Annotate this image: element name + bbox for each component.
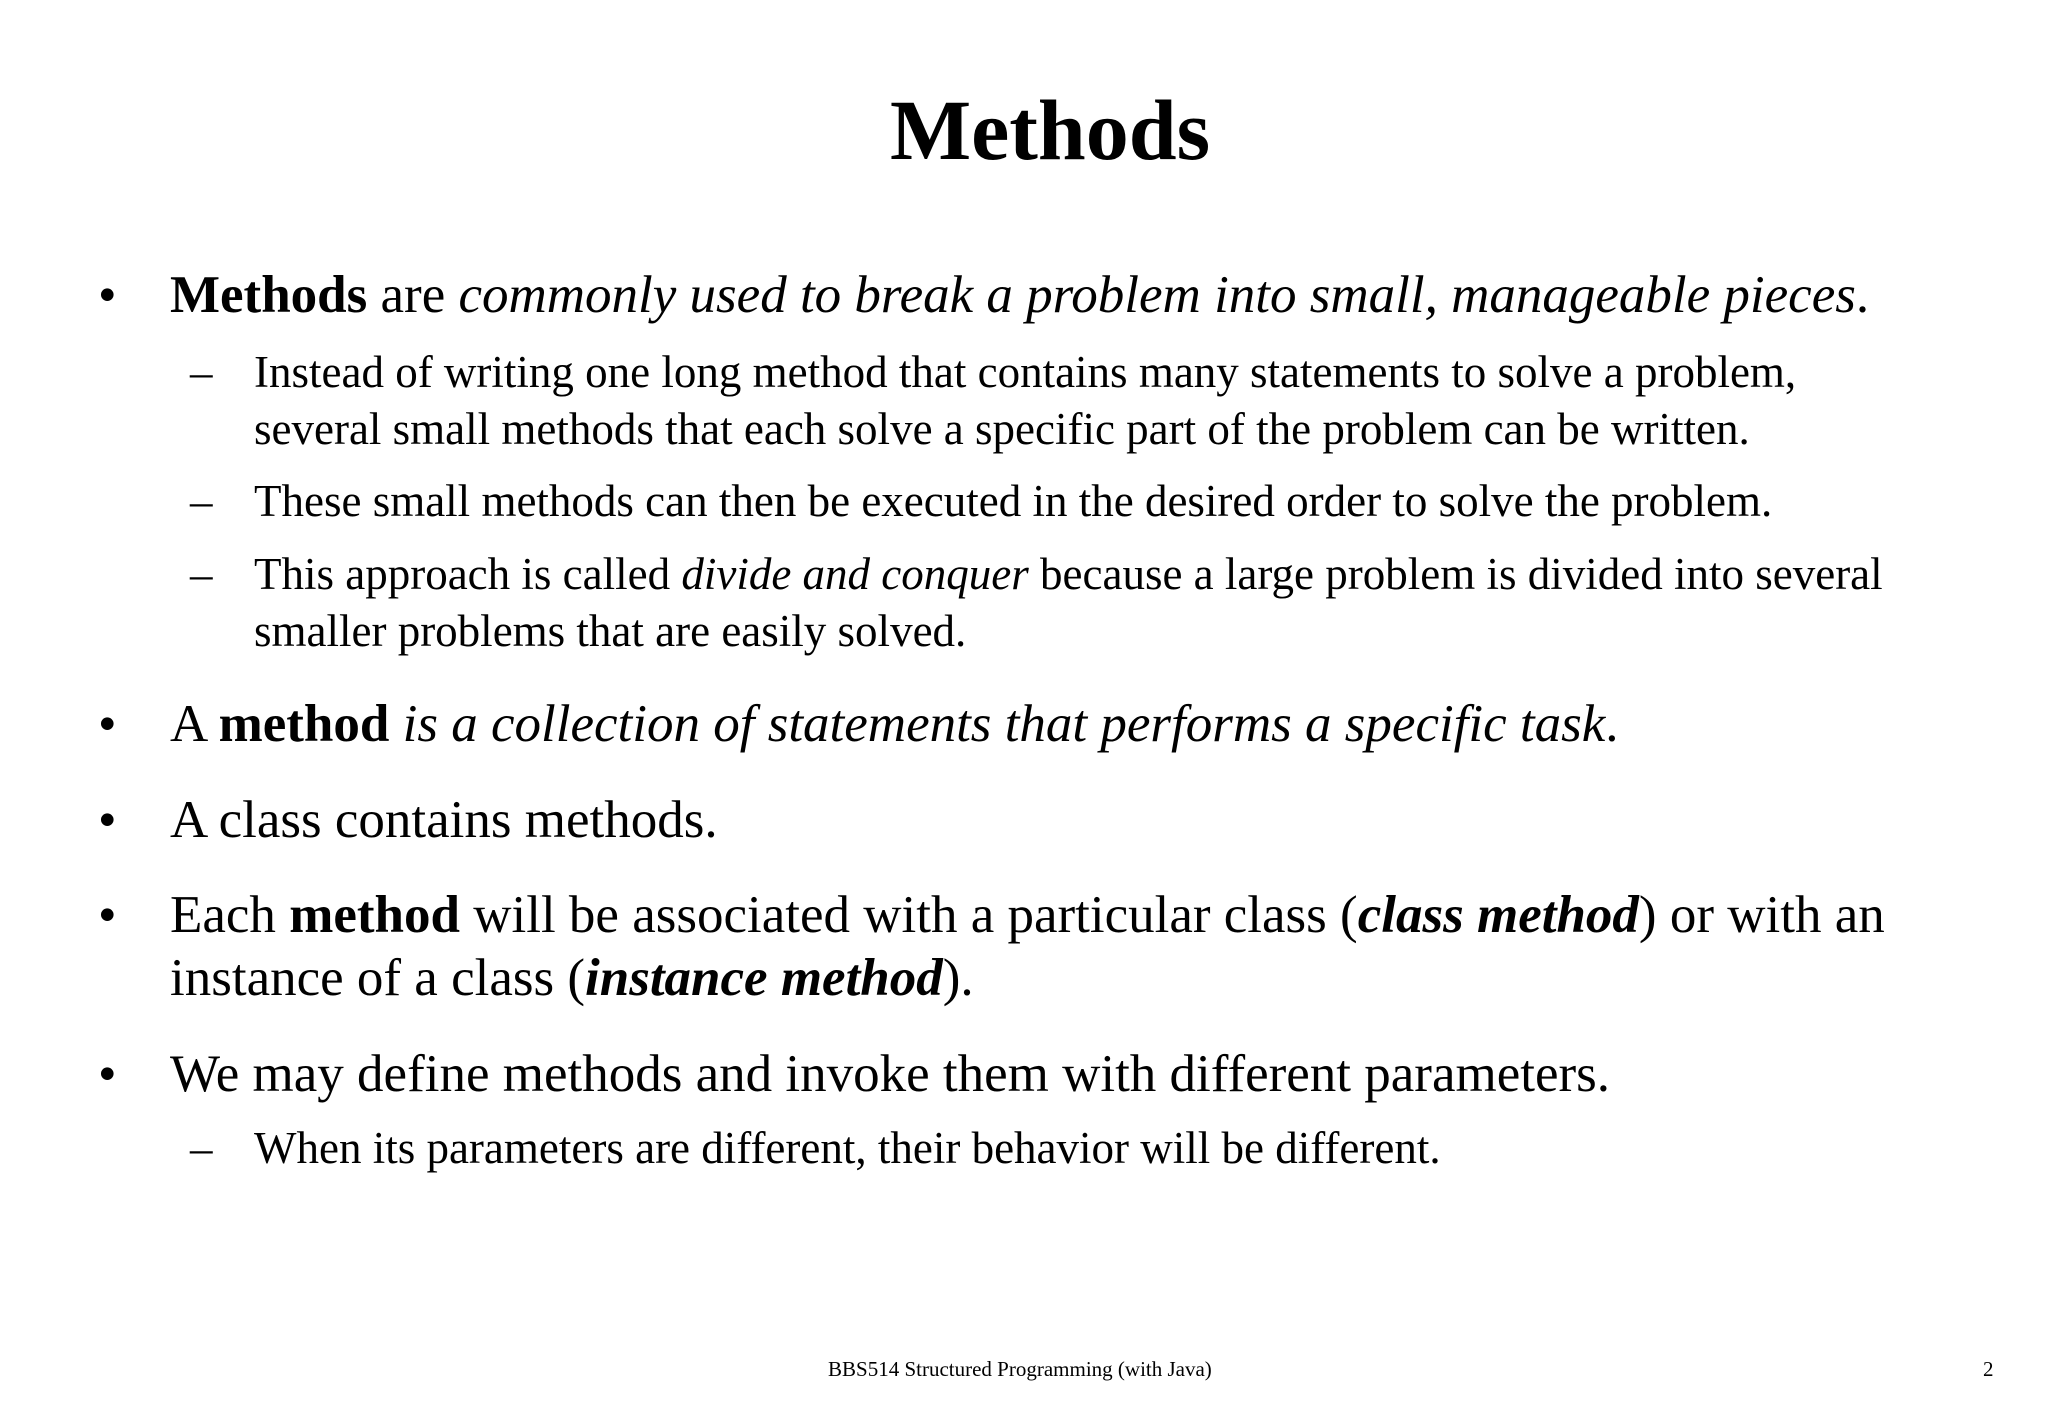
sub-bullet-1-1 bbox=[190, 344, 2014, 458]
sub-bullet-1-1-line-2: several small methods that each solve a specific part of the problem can be written. bbox=[254, 404, 1750, 454]
bullet-2-space bbox=[389, 695, 402, 753]
bullet-1-period: . bbox=[1855, 266, 1870, 324]
bullet-2-text-a: A bbox=[170, 695, 219, 753]
bullet-marker: • bbox=[98, 791, 117, 849]
bullet-2-emphasis: is a collection of statements that performs a specific task bbox=[402, 695, 1606, 753]
slide-title: Methods bbox=[889, 82, 1211, 178]
dash-marker: – bbox=[190, 1123, 213, 1173]
bullet-4-text-d: instance of a class ( bbox=[170, 949, 585, 1007]
bullet-1-emphasis: commonly used to break a problem into small, manageable pieces bbox=[458, 266, 1856, 324]
dash-marker: – bbox=[190, 476, 213, 526]
bullet-5-text: We may define methods and invoke them with different parameters. bbox=[170, 1045, 1611, 1103]
sub-bullet-1-1-line-1: Instead of writing one long method that contains many statements to solve a problem, bbox=[254, 347, 1797, 397]
bullet-5 bbox=[98, 1043, 2010, 1106]
sub-bullet-1-2-text: These small methods can then be executed in the desired order to solve the problem. bbox=[254, 476, 1773, 526]
sub-bullet-1-3-line-2: smaller problems that are easily solved. bbox=[254, 606, 967, 656]
bullet-4-text-e: ). bbox=[942, 949, 974, 1007]
bullet-4-instance-method: instance method bbox=[585, 949, 943, 1007]
sub-bullet-1-3 bbox=[190, 546, 2014, 660]
sub-bullet-5-1-text: When its parameters are different, their behavior will be different. bbox=[254, 1123, 1441, 1173]
bullet-4-term: method bbox=[289, 886, 460, 944]
page-number: 2 bbox=[1983, 1357, 1994, 1381]
bullet-marker: • bbox=[98, 886, 117, 944]
bullet-4-text-c: ) or with an bbox=[1638, 886, 1885, 944]
bullet-1-text: are bbox=[367, 266, 459, 324]
sub-bullet-1-3-emphasis: divide and conquer bbox=[681, 549, 1029, 599]
bullet-2-period: . bbox=[1605, 695, 1619, 753]
bullet-marker: • bbox=[98, 695, 117, 753]
bullet-4-class-method: class method bbox=[1357, 886, 1639, 944]
bullet-3-text: A class contains methods. bbox=[170, 791, 718, 849]
bullet-4 bbox=[98, 884, 2010, 1010]
bullet-1 bbox=[98, 264, 2010, 327]
bullet-1-term: Methods bbox=[170, 266, 368, 324]
sub-bullet-1-2 bbox=[190, 473, 2014, 530]
bullet-4-text-a: Each bbox=[170, 886, 290, 944]
sub-bullet-5-1 bbox=[190, 1120, 2014, 1177]
bullet-2 bbox=[98, 693, 2010, 756]
sub-bullet-1-3-text-b: because a large problem is divided into several bbox=[1028, 549, 1883, 599]
bullet-marker: • bbox=[98, 266, 117, 324]
bullet-3 bbox=[98, 789, 2010, 852]
footer-course-title: BBS514 Structured Programming (with Java) bbox=[828, 1357, 1212, 1381]
sub-bullet-1-3-text-a: This approach is called bbox=[254, 549, 682, 599]
dash-marker: – bbox=[190, 549, 213, 599]
dash-marker: – bbox=[190, 347, 213, 397]
bullet-marker: • bbox=[98, 1045, 117, 1103]
bullet-4-text-b: will be associated with a particular class ( bbox=[459, 886, 1358, 944]
bullet-2-term: method bbox=[218, 695, 390, 753]
